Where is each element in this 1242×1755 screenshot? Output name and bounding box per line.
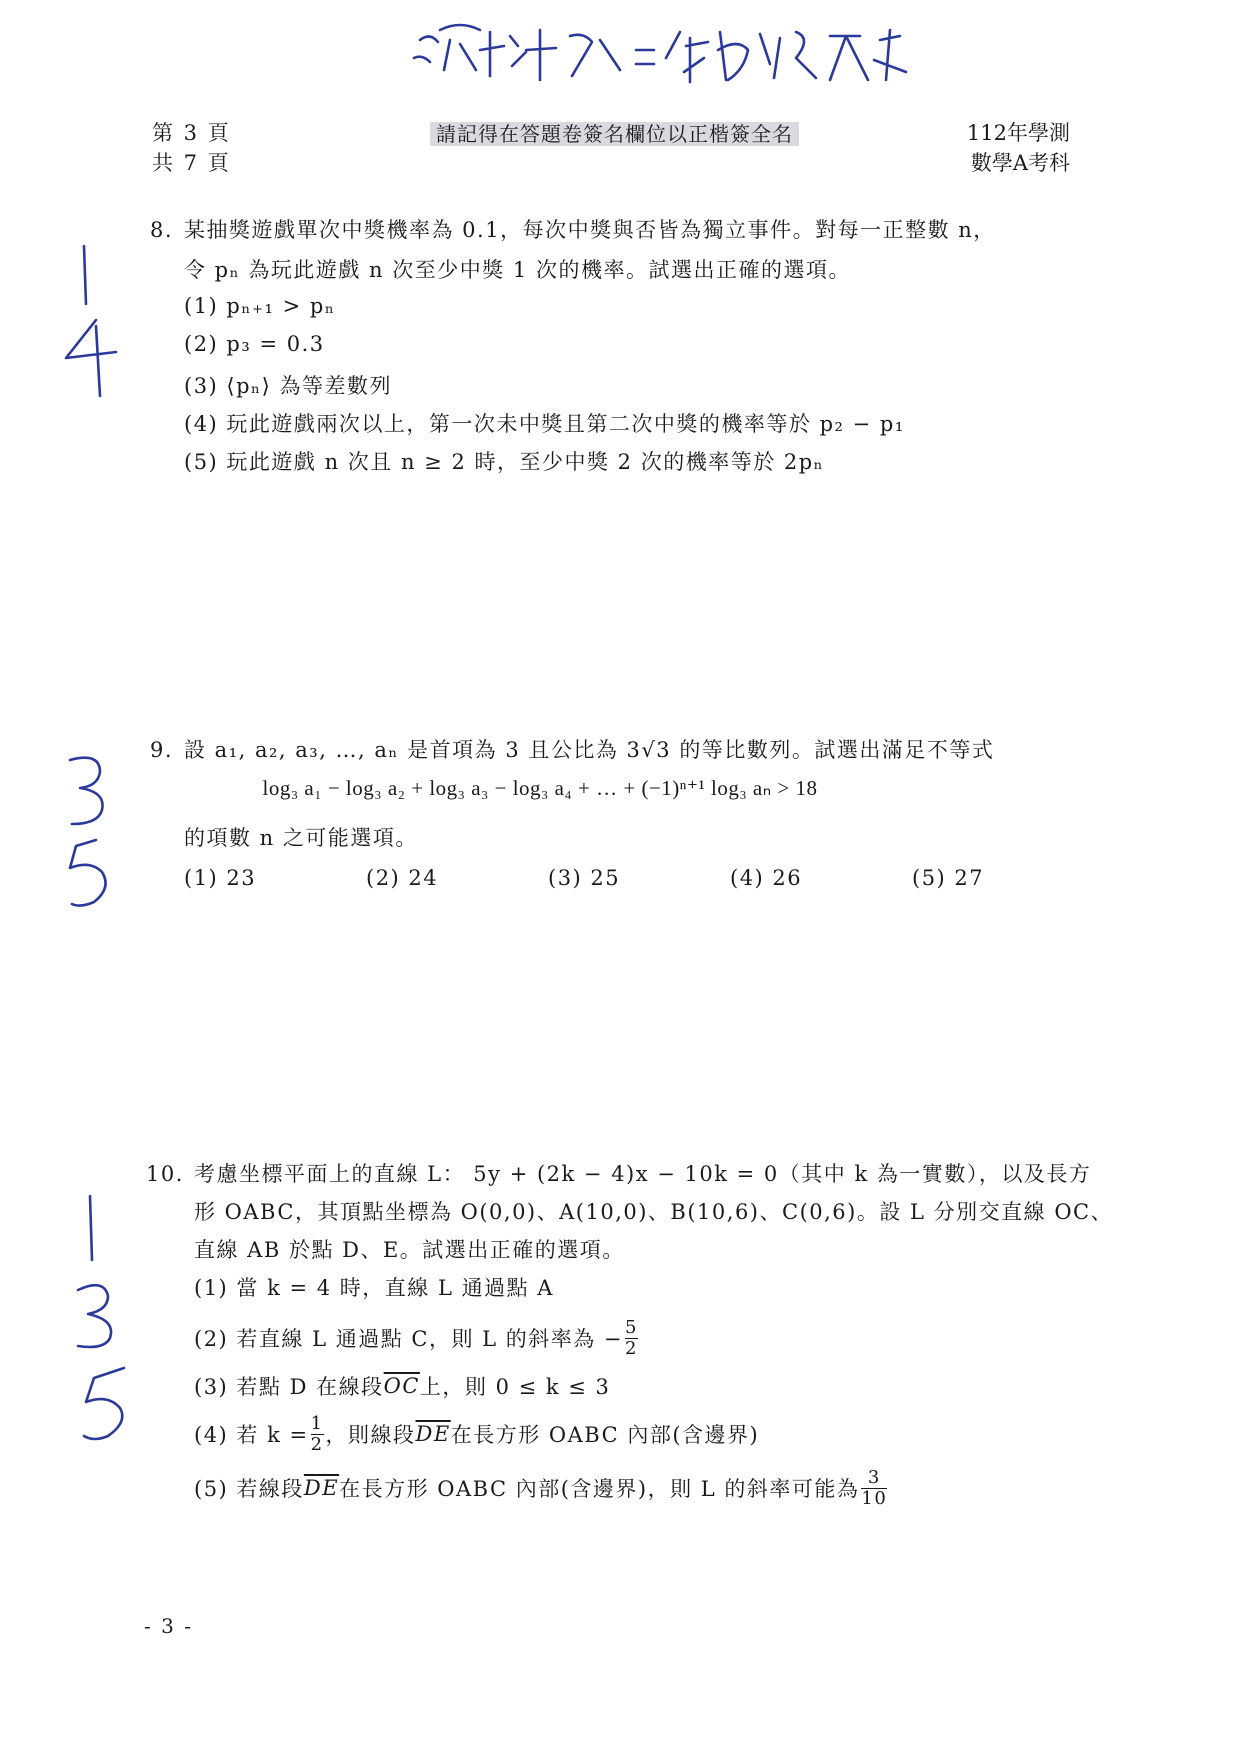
page-footer: - 3 - — [144, 1614, 193, 1638]
fraction: $\frac{5}{2}$ — [625, 1316, 638, 1359]
fraction: $\frac{3}{10}$ — [861, 1466, 888, 1509]
q9-option-4: (4) 26 — [730, 866, 803, 890]
q10-stem-line1: 考慮坐標平面上的直線 L： 5y + (2k − 4)x − 10k = 0（其中 k 為一實數），以及長方 — [194, 1162, 1092, 1186]
segment-label: $\overline{DE}$ — [303, 1476, 340, 1500]
question-10 — [146, 1158, 1113, 1516]
segment-label: $\overline{DE}$ — [415, 1422, 451, 1446]
handwritten-source-note — [400, 10, 920, 90]
q8-option-2: (2) p₃ = 0.3 — [184, 332, 325, 356]
page-total: 共 7 頁 — [152, 151, 231, 175]
q9-stem-line2: 的項數 n 之可能選項。 — [184, 826, 418, 850]
handwritten-answer-q8 — [56, 240, 126, 410]
q10-stem-line3: 直線 AB 於點 D、E。試選出正確的選項。 — [194, 1238, 625, 1262]
q10-option-3: (3) 若點 D 在線段 $\overline{OC}$ 上，則 0 ≤ k ≤ 3 — [194, 1374, 611, 1399]
header-right — [960, 118, 1070, 178]
q8-option-4: (4) 玩此遊戲兩次以上，第一次未中獎且第二次中獎的機率等於 p₂ − p₁ — [184, 412, 905, 436]
q10-option-1: (1) 當 k = 4 時，直線 L 通過點 A — [194, 1276, 554, 1300]
q9-option-2: (2) 24 — [366, 866, 439, 890]
q8-stem-line2: 令 pₙ 為玩此遊戲 n 次至少中獎 1 次的機率。試選出正確的選項。 — [184, 258, 851, 282]
q10-stem-line2: 形 OABC，其頂點坐標為 O(0,0)、A(10,0)、B(10,6)、C(0,6)。設 L 分別交直線 OC、 — [194, 1200, 1114, 1224]
q9-option-1: (1) 23 — [184, 866, 257, 890]
page-number: 第 3 頁 — [152, 121, 231, 145]
q9-option-3: (3) 25 — [548, 866, 621, 890]
signature-notice: 請記得在答題卷簽名欄位以正楷簽全名 — [430, 120, 799, 148]
q10-option-4: (4) 若 k = $\frac{1}{2}$ ，則線段 $\overline{DE}$ 在長方形 OABC 內部(含邊界) — [194, 1412, 760, 1455]
exam-subject: 數學A考科 — [970, 151, 1070, 175]
q9-options — [150, 866, 1094, 890]
q8-option-3: (3) ⟨pₙ⟩ 為等差數列 — [184, 374, 393, 398]
question-number: 9. — [150, 738, 174, 762]
q10-option-5: (5) 若線段 $\overline{DE}$ 在長方形 OABC 內部(含邊界)，則 L 的斜率可能為 $\frac{3}{10}$ — [194, 1466, 888, 1509]
q8-option-5: (5) 玩此遊戲 n 次且 n ≥ 2 時，至少中獎 2 次的機率等於 2pₙ — [184, 450, 825, 474]
segment-label: $\overline{OC}$ — [383, 1374, 420, 1398]
question-9 — [150, 734, 1094, 890]
question-8 — [150, 214, 996, 484]
q8-stem-line1: 某抽獎遊戲單次中獎機率為 0.1，每次中獎與否皆為獨立事件。對每一正整數 n， — [184, 218, 996, 242]
fraction: $\frac{1}{2}$ — [310, 1412, 324, 1455]
q9-option-5: (5) 27 — [912, 866, 985, 890]
question-number: 10. — [146, 1162, 184, 1186]
header-left — [152, 118, 231, 178]
q10-option-2: (2) 若直線 L 通過點 C，則 L 的斜率為 − $\frac{5}{2}$ — [194, 1316, 638, 1359]
q8-option-1: (1) pₙ₊₁ > pₙ — [184, 294, 336, 318]
question-number: 8. — [150, 218, 174, 242]
q9-stem-line1: 設 a₁, a₂, a₃, …, aₙ 是首項為 3 且公比為 3√3 的等比數列。試選出滿足不等式 — [184, 738, 995, 762]
handwritten-answer-q9 — [56, 748, 136, 908]
q9-inequality: log₃ a₁ − log₃ a₂ + log₃ a₃ − log₃ a₄ + … + (−1)ⁿ⁺¹ log₃ aₙ > 18 — [262, 776, 818, 800]
exam-year: 112年學測 — [966, 121, 1070, 145]
